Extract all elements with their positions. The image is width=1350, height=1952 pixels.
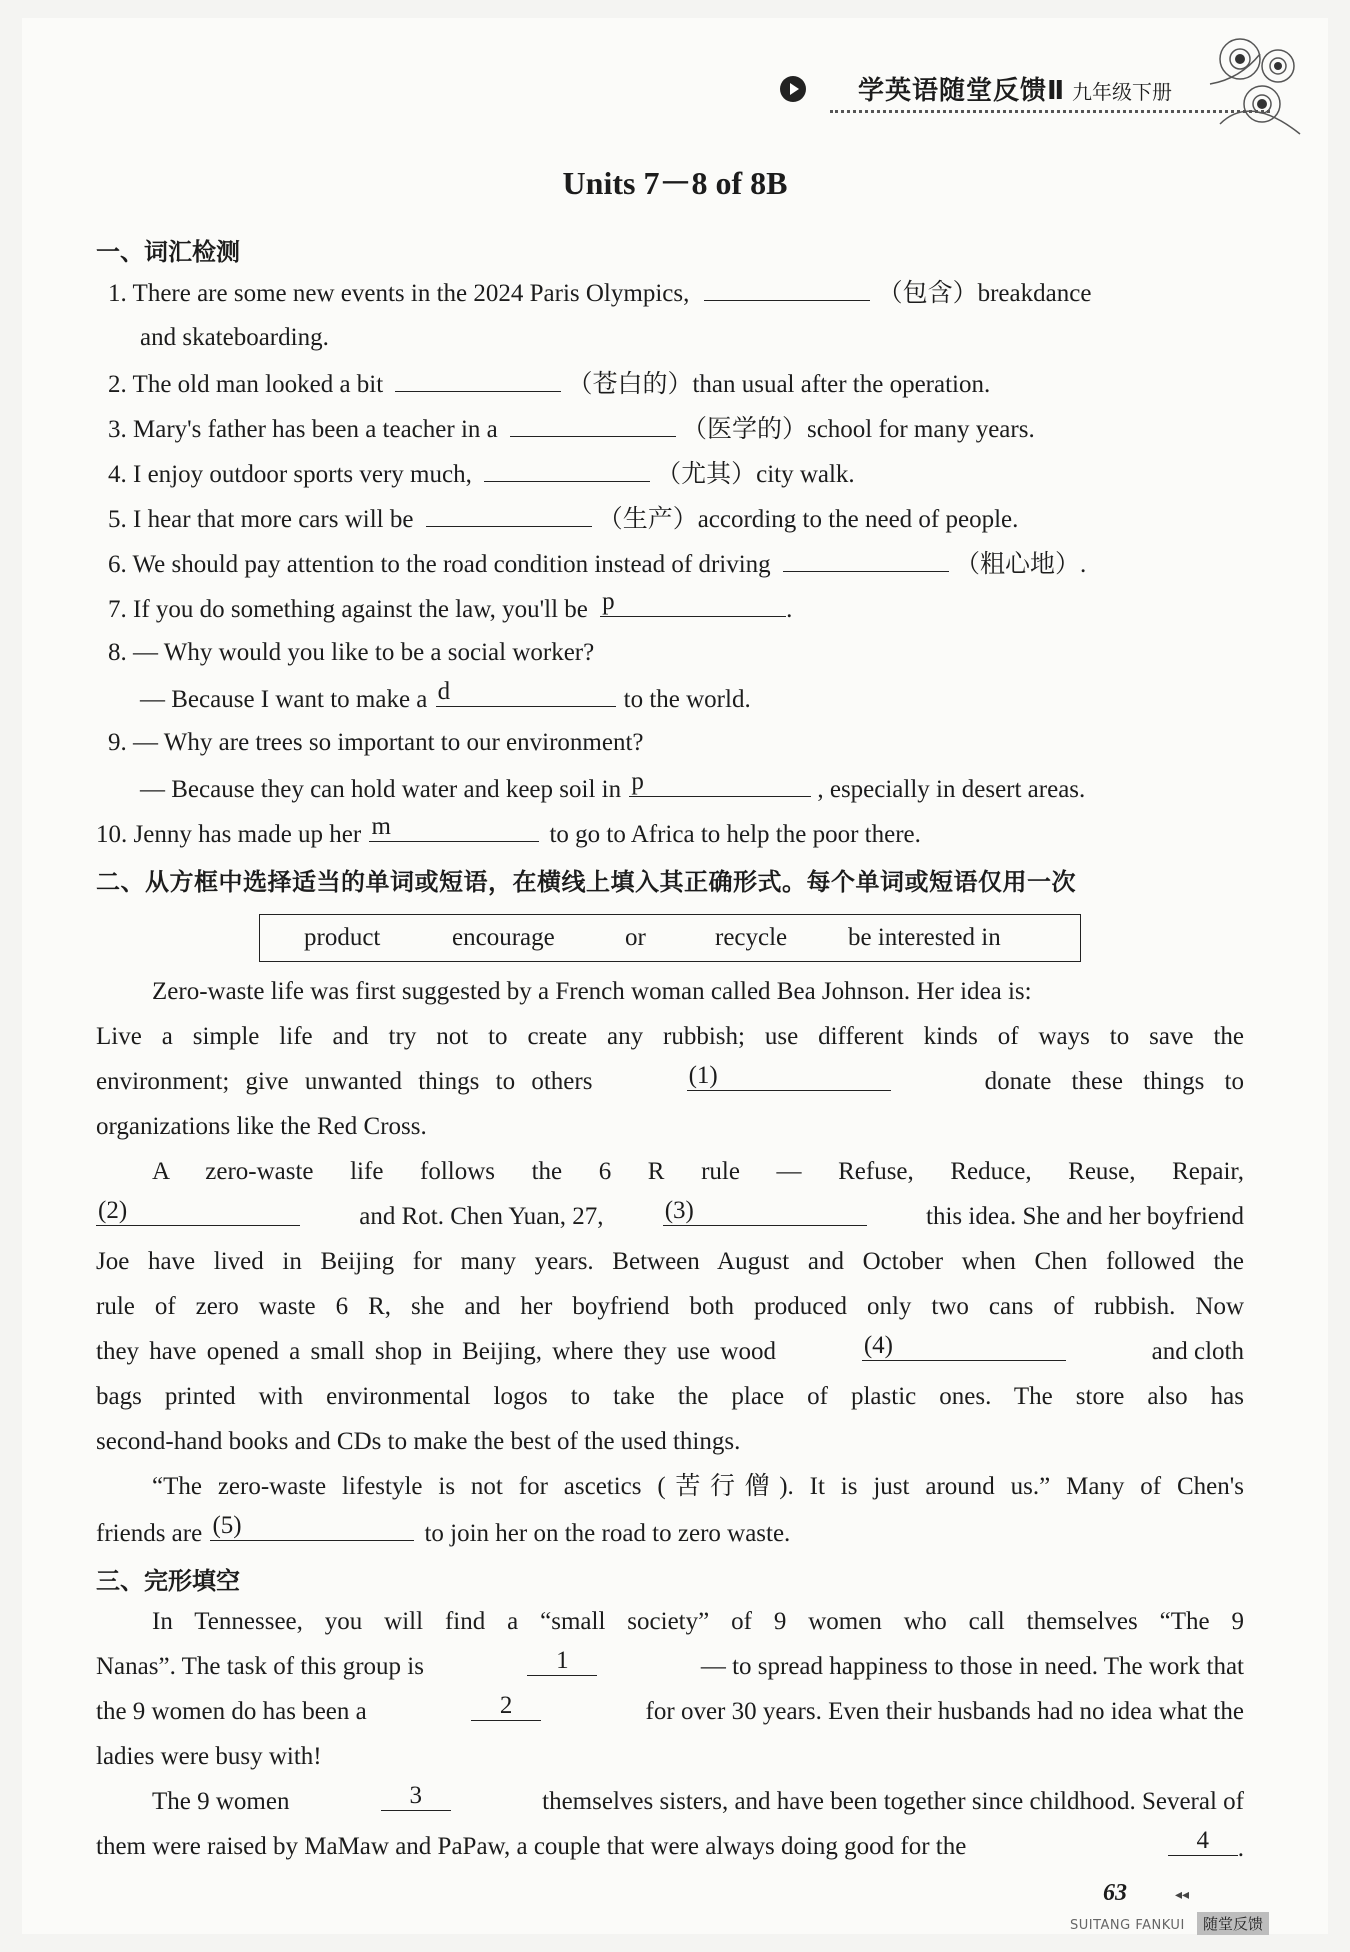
passage-text: — to spread happiness to those in need. The work that: [700, 1653, 1244, 1680]
question-2: [108, 367, 990, 401]
passage-text: A zero-waste life follows the 6 R rule — Refuse, Reduce, Reuse, Repair,: [152, 1158, 1244, 1185]
passage-line: [96, 1381, 1244, 1413]
passage-line: [152, 1471, 1244, 1503]
section-heading-word-bank: 二、从方框中选择适当的单词或短语，在横线上填入其正确形式。每个单词或短语仅用一次: [96, 868, 1076, 896]
play-icon: [780, 76, 806, 102]
question-9-line-1: 9. — Why are trees so important to our environment?: [108, 729, 644, 756]
question-6: [108, 547, 1086, 581]
answer-blank[interactable]: [600, 588, 786, 617]
flower-decoration-icon: [1200, 24, 1320, 154]
passage-line: [96, 1692, 1244, 1728]
passage-line: [96, 1062, 1244, 1098]
first-letter-hint: p: [631, 768, 644, 795]
passage-text: environment; give unwanted things to others: [96, 1068, 593, 1095]
question-punct: .: [786, 596, 793, 623]
question-3: [108, 412, 1035, 446]
passage-text: they have opened a small shop in Beijing, where they use wood: [96, 1338, 776, 1365]
passage-text: The 9 women: [152, 1788, 290, 1815]
question-hint: （包含）breakdance: [877, 280, 1092, 307]
question-text: 2. The old man looked a bit: [108, 371, 384, 398]
word-bank-box: [259, 914, 1081, 962]
question-7: [108, 588, 793, 626]
answer-blank[interactable]: [629, 768, 811, 797]
blank-number: 4: [1196, 1827, 1209, 1854]
section-heading-cloze: 三、完形填空: [96, 1567, 240, 1595]
passage-line: [96, 1291, 1244, 1323]
passage-line: [96, 1512, 791, 1550]
first-letter-hint: m: [371, 813, 391, 840]
word-bank-item: be interested in: [848, 924, 1001, 951]
cloze-blank-1[interactable]: [527, 1647, 597, 1676]
first-letter-hint: p: [602, 588, 615, 615]
question-4: [108, 457, 855, 491]
passage-line: [96, 1197, 1244, 1233]
passage-text: friends are: [96, 1520, 203, 1547]
passage-text: “The zero-waste lifestyle is not for ascetics (苦行僧). It is just around us.” Many of Chen's: [152, 1473, 1244, 1500]
passage-text: and cloth: [1151, 1338, 1244, 1365]
passage-line: [96, 1246, 1244, 1278]
question-text: 1. There are some new events in the 2024 Paris Olympics,: [108, 280, 690, 307]
answer-blank-3[interactable]: [663, 1197, 867, 1226]
passage-line: [152, 1606, 1244, 1638]
passage-text: bags printed with environmental logos to take the place of plastic ones. The store also has: [96, 1383, 1244, 1410]
passage-line: [96, 1021, 1244, 1053]
passage-line: [152, 1782, 1244, 1818]
passage-text: the 9 women do has been a: [96, 1698, 367, 1725]
answer-blank[interactable]: [369, 813, 539, 842]
question-8-line-1: 8. — Why would you like to be a social worker?: [108, 639, 595, 666]
footer-brand-cn: 随堂反馈: [1197, 1912, 1269, 1935]
passage-line: [96, 1827, 1244, 1865]
cloze-blank-4[interactable]: [1168, 1827, 1238, 1856]
word-bank-item: or: [625, 924, 646, 951]
book-subtitle: 九年级下册: [1072, 80, 1172, 104]
page-arrows-icon: ◂◂: [1175, 1888, 1190, 1903]
passage-text: donate these things to: [984, 1068, 1244, 1095]
question-text: to the world.: [623, 686, 751, 713]
question-hint: （尤其）city walk.: [656, 461, 855, 488]
cloze-blank-3[interactable]: [381, 1782, 451, 1811]
blank-number: (1): [688, 1062, 718, 1089]
question-text: 7. If you do something against the law, you'll be: [108, 596, 588, 623]
page-number: 63: [1103, 1880, 1127, 1906]
word-bank-item: recycle: [715, 924, 788, 951]
word-bank-item: encourage: [452, 924, 555, 951]
answer-blank-4[interactable]: [862, 1332, 1066, 1361]
question-text: — Because they can hold water and keep soil in: [140, 776, 622, 803]
question-5: [108, 502, 1018, 536]
question-hint: （苍白的）than usual after the operation.: [567, 371, 991, 398]
footer-brand-en: SUITANG FANKUI: [1070, 1918, 1185, 1933]
question-hint: （粗心地）.: [954, 551, 1087, 578]
passage-text: themselves sisters, and have been together since childhood. Several of: [542, 1788, 1244, 1815]
passage-line: ladies were busy with!: [96, 1743, 322, 1770]
question-text: 3. Mary's father has been a teacher in a: [108, 416, 498, 443]
passage-text: and Rot. Chen Yuan, 27,: [359, 1203, 604, 1230]
section-heading-vocabulary: 一、词汇检测: [96, 238, 240, 266]
question-text: to go to Africa to help the poor there.: [549, 821, 921, 848]
answer-blank[interactable]: [510, 412, 676, 437]
question-8-line-2: [140, 678, 751, 716]
answer-blank[interactable]: [395, 367, 561, 392]
blank-number: 2: [499, 1692, 513, 1719]
passage-text: for over 30 years. Even their husbands had no idea what the: [645, 1698, 1244, 1725]
question-text: 4. I enjoy outdoor sports very much,: [108, 461, 472, 488]
word-bank-item: product: [304, 924, 381, 951]
question-1-line-1: [108, 276, 1091, 310]
passage-text: this idea. She and her boyfriend: [926, 1203, 1244, 1230]
passage-text: them were raised by MaMaw and PaPaw, a couple that were always doing good for the: [96, 1833, 967, 1860]
question-text: — Because I want to make a: [140, 686, 428, 713]
book-title: 学英语随堂反馈Ⅱ: [858, 76, 1066, 106]
passage-line: second-hand books and CDs to make the best of the used things.: [96, 1428, 741, 1455]
question-hint: （生产）according to the need of people.: [597, 506, 1019, 533]
answer-blank-5[interactable]: [210, 1512, 414, 1541]
answer-blank[interactable]: [704, 276, 870, 301]
passage-text: In Tennessee, you will find a “small society” of 9 women who call themselves “The 9: [152, 1608, 1244, 1635]
question-text: 6. We should pay attention to the road condition instead of driving: [108, 551, 771, 578]
question-10: [96, 813, 921, 851]
answer-blank[interactable]: [426, 502, 592, 527]
answer-blank[interactable]: [783, 547, 949, 572]
question-hint: （医学的）school for many years.: [681, 416, 1035, 443]
passage-line: [96, 1647, 1244, 1683]
blank-number: (5): [212, 1512, 242, 1539]
blank-number: (3): [664, 1197, 694, 1224]
passage-line: organizations like the Red Cross.: [96, 1113, 427, 1140]
answer-blank-2[interactable]: [96, 1197, 300, 1226]
blank-number: (4): [863, 1332, 893, 1359]
passage-line: Zero-waste life was first suggested by a French woman called Bea Johnson. Her idea is:: [152, 978, 1032, 1005]
passage-text: Nanas”. The task of this group is: [96, 1653, 424, 1680]
passage-text: Joe have lived in Beijing for many years. Between August and October when Chen followed the: [96, 1248, 1244, 1275]
question-text: 10. Jenny has made up her: [96, 821, 362, 848]
question-text: , especially in desert areas.: [817, 776, 1086, 803]
blank-number: (2): [98, 1197, 128, 1224]
blank-number: 1: [556, 1647, 569, 1674]
question-text: 5. I hear that more cars will be: [108, 506, 414, 533]
first-letter-hint: d: [437, 678, 451, 705]
question-1-line-2: and skateboarding.: [140, 324, 329, 351]
question-9-line-2: [140, 768, 1086, 806]
passage-text: rule of zero waste 6 R, she and her boyfriend both produced only two cans of rubbish. Now: [96, 1293, 1244, 1320]
page-title: Units 7－8 of 8B: [562, 165, 788, 201]
passage-text: Live a simple life and try not to create any rubbish; use different kinds of ways to save the: [96, 1023, 1244, 1050]
answer-blank[interactable]: [484, 457, 650, 482]
answer-blank[interactable]: [436, 678, 616, 707]
blank-number: 3: [409, 1782, 423, 1809]
answer-blank-1[interactable]: [687, 1062, 891, 1091]
passage-line: [152, 1156, 1244, 1188]
passage-line: [96, 1332, 1244, 1368]
passage-text: to join her on the road to zero waste.: [424, 1520, 791, 1547]
passage-punct: .: [1237, 1835, 1244, 1862]
cloze-blank-2[interactable]: [471, 1692, 541, 1721]
